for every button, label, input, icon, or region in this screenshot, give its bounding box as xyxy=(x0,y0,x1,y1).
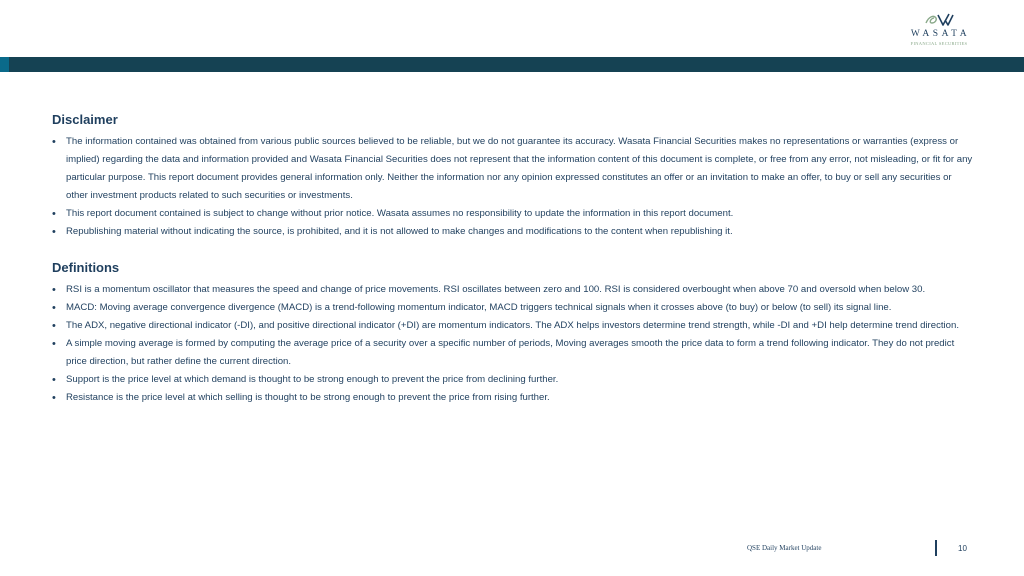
footer-divider xyxy=(935,540,937,556)
list-item: • RSI is a momentum oscillator that measures the speed and change of price movements. RSI oscillates between zero and 100. RSI is considered overbought when above 70 and oversold when below 30. xyxy=(52,281,976,299)
definitions-section xyxy=(52,260,976,407)
list-item: • Republishing material without indicating the source, is prohibited, and it is not allowed to make changes and modifications to the content when republishing it. xyxy=(52,223,976,241)
list-item: • This report document contained is subject to change without prior notice. Wasata assumes no responsibility to update the information in this report document. xyxy=(52,205,976,223)
list-item: • The ADX, negative directional indicator (-DI), and positive directional indicator (+DI) are momentum indicators. The ADX helps investors determine trend strength, while -DI and +DI help determine trend direction. xyxy=(52,317,976,335)
disclaimer-section xyxy=(52,112,976,241)
wasata-emblem-icon xyxy=(922,12,956,28)
footer-report-name: QSE Daily Market Update xyxy=(747,544,822,552)
logo-name: WASATA xyxy=(910,29,971,39)
disclaimer-title: Disclaimer xyxy=(52,112,118,127)
logo-subtitle: FINANCIAL SECURITIES xyxy=(910,41,968,46)
disclaimer-list xyxy=(52,133,976,241)
list-item: • Support is the price level at which demand is thought to be strong enough to prevent the price from declining further. xyxy=(52,371,976,389)
list-item: • MACD: Moving average convergence divergence (MACD) is a trend-following momentum indicator, MACD triggers technical signals when it crosses above (to buy) or below (to sell) its signal line. xyxy=(52,299,976,317)
list-item: • Resistance is the price level at which selling is thought to be strong enough to prevent the price from rising further. xyxy=(52,389,976,407)
header-band xyxy=(0,57,1024,72)
list-item: • The information contained was obtained from various public sources believed to be reliable, but we do not guarantee its accuracy. Wasata Financial Securities makes no representations or warranties (express or implied) regarding the data and information provided and Wasata Financial Securities does not represent that the information content of this document is complete, or free from any error, not misleading, or fit for any particular purpose. This report document provides general information only. Neither the information nor any opinion expressed constitutes an offer or an invitation to make an offer, to buy or sell any securities or other investment products related to such securities or investments. xyxy=(52,133,976,205)
page-number: 10 xyxy=(958,544,967,553)
definitions-list xyxy=(52,281,976,407)
wasata-logo xyxy=(898,12,980,56)
list-item: • A simple moving average is formed by computing the average price of a security over a specific number of periods, Moving averages smooth the price data to form a trend following indicator. They do not predict price direction, but rather define the current direction. xyxy=(52,335,976,371)
header-band-accent xyxy=(0,57,9,72)
definitions-title: Definitions xyxy=(52,260,120,275)
